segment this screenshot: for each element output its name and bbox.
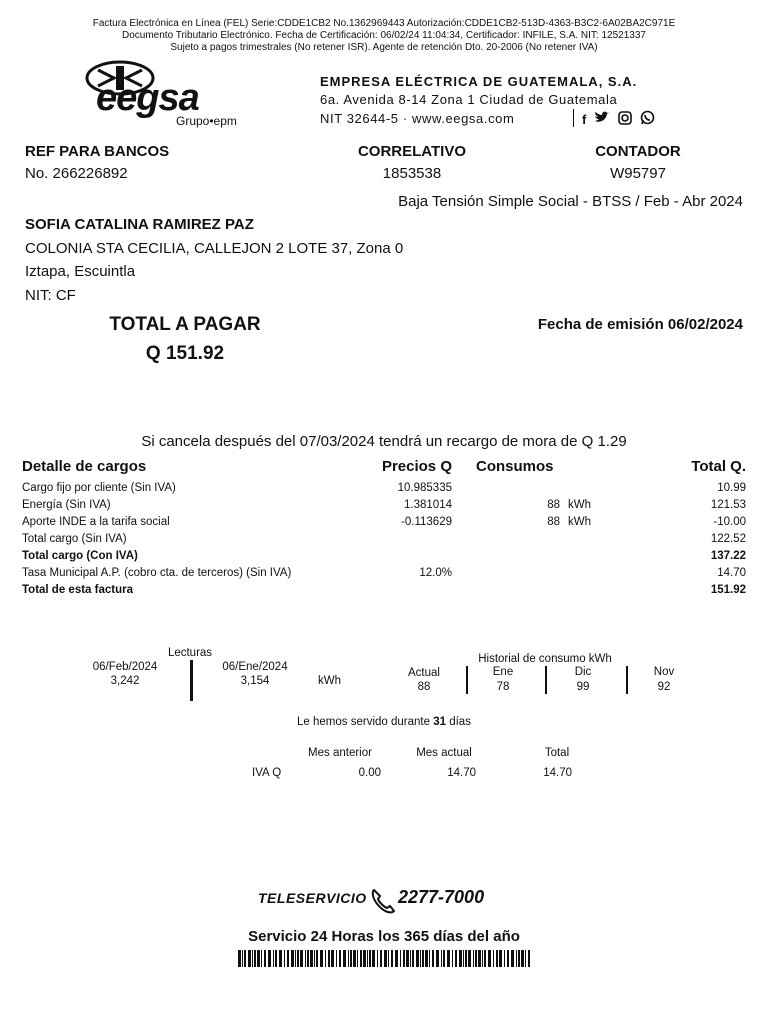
iva-header-total: Total: [544, 747, 570, 759]
twitter-icon[interactable]: [594, 111, 610, 127]
barcode-bar: [238, 950, 241, 967]
barcode-bar: [297, 950, 299, 967]
service-24-hours: Servicio 24 Horas los 365 días del año: [248, 928, 520, 945]
service-days: [0, 714, 768, 731]
fel-line-1: Factura Electrónica en Línea (FEL) Serie:CDDE1CB2 No.1362969443 Autorización:CDDE1CB2-513D-4363-B3C2-6A02BA2C971E: [92, 18, 676, 29]
emission-date: Fecha de emisión 06/02/2024: [537, 316, 743, 333]
charge-unit: kWh: [568, 516, 591, 528]
barcode-bar: [488, 950, 491, 967]
instagram-icon[interactable]: [618, 111, 632, 128]
correlativo-label: CORRELATIVO: [357, 143, 467, 160]
barcode-bar: [463, 950, 464, 967]
charge-price: 12.0%: [419, 567, 452, 579]
barcode-bar: [422, 950, 424, 967]
barcode-bar: [295, 950, 296, 967]
company-nit-web: NIT 32644-5 · www.eegsa.com: [320, 111, 515, 126]
barcode-bar: [420, 950, 421, 967]
history-label: Dic: [574, 666, 592, 678]
barcode-bar: [244, 950, 246, 967]
reading-previous-date: 06/Ene/2024: [222, 661, 288, 673]
iva-cur: 14.70: [447, 767, 476, 779]
tariff-period: Baja Tensión Simple Social - BTSS / Feb - Abr 2024: [398, 193, 743, 210]
svg-text:eegsa: eegsa: [96, 77, 199, 119]
barcode-bar: [452, 950, 453, 967]
charge-total: 122.52: [710, 533, 746, 545]
company-name: EMPRESA ELÉCTRICA DE GUATEMALA, S.A.: [320, 74, 638, 89]
charges-header-consumo: Consumos: [476, 458, 554, 475]
divider: [573, 109, 574, 127]
phone-icon: [369, 886, 399, 921]
grupo-epm-label: Grupo•epm: [176, 114, 237, 128]
customer-nit: NIT: CF: [25, 287, 76, 304]
barcode-bar: [388, 950, 389, 967]
barcode-bar: [307, 950, 309, 967]
history-value: 88: [417, 681, 431, 693]
barcode-bar: [395, 950, 398, 967]
contador-value: W95797: [610, 165, 666, 182]
barcode-bar: [436, 950, 439, 967]
late-fee-notice: Si cancela después del 07/03/2024 tendrá un recargo de mora de Q 1.29: [141, 433, 627, 450]
charge-total: -10.00: [713, 516, 746, 528]
charge-desc: Cargo fijo por cliente (Sin IVA): [22, 482, 176, 494]
barcode-bar: [320, 950, 323, 967]
barcode-bar: [447, 950, 450, 967]
barcode-bar: [273, 950, 274, 967]
history-divider: [545, 666, 547, 694]
barcode-bar: [518, 950, 520, 967]
barcode-bar: [328, 950, 330, 967]
barcode-bar: [493, 950, 494, 967]
charge-price: 1.381014: [404, 499, 452, 511]
barcode-bar: [406, 950, 409, 967]
barcode-bar: [416, 950, 419, 967]
barcode-bar: [465, 950, 467, 967]
barcode-bar: [496, 950, 498, 967]
reading-unit: kWh: [318, 675, 341, 687]
barcode-bar: [336, 950, 337, 967]
charge-total: 10.99: [717, 482, 746, 494]
charge-total: 14.70: [717, 567, 746, 579]
charge-unit: kWh: [568, 499, 591, 511]
readings-title: Lecturas: [167, 647, 213, 659]
service-days-prefix: Le hemos servido durante: [297, 716, 430, 728]
barcode-bar: [507, 950, 509, 967]
charge-price: -0.113629: [401, 516, 452, 528]
barcode-bar: [363, 950, 366, 967]
barcode-bar: [455, 950, 457, 967]
charge-total: 121.53: [710, 499, 746, 511]
charge-desc: Total cargo (Con IVA): [22, 550, 138, 562]
history-label: Ene: [492, 666, 514, 678]
teleservicio-phone[interactable]: 2277-7000: [398, 887, 485, 907]
customer-address-1: COLONIA STA CECILIA, CALLEJON 2 LOTE 37, Zona 0: [25, 240, 404, 257]
iva-prev: 0.00: [358, 767, 381, 779]
charges-header-total: Total Q.: [691, 458, 746, 475]
barcode-bar: [284, 950, 285, 967]
charges-header-price: Precios Q: [381, 458, 452, 475]
total-amount: Q 151.92: [145, 343, 225, 364]
history-value: 99: [576, 681, 590, 693]
iva-header-cur: Mes actual: [416, 747, 472, 759]
barcode-bar: [511, 950, 514, 967]
history-value: 78: [496, 681, 510, 693]
barcode-bar: [242, 950, 243, 967]
barcode-bar: [248, 950, 251, 967]
barcode-bar: [384, 950, 387, 967]
charge-desc: Tasa Municipal A.P. (cobro cta. de terceros) (Sin IVA): [22, 567, 292, 579]
barcode-bar: [331, 950, 334, 967]
barcode-bar: [343, 950, 346, 967]
barcode-bar: [484, 950, 486, 967]
barcode-bar: [432, 950, 434, 967]
barcode: [238, 950, 532, 967]
company-address: 6a. Avenida 8-14 Zona 1 Ciudad de Guatemala: [320, 92, 618, 107]
charge-price: 10.985335: [397, 482, 452, 494]
barcode-bar: [369, 950, 371, 967]
barcode-bar: [459, 950, 462, 967]
barcode-bar: [473, 950, 474, 967]
teleservicio-label: TELESERVICIO: [258, 890, 367, 906]
barcode-bar: [504, 950, 505, 967]
barcode-bar: [353, 950, 356, 967]
charges-header-detail: Detalle de cargos: [22, 458, 147, 475]
barcode-bar: [482, 950, 483, 967]
barcode-bar: [468, 950, 471, 967]
barcode-bar: [254, 950, 256, 967]
reading-current-date: 06/Feb/2024: [92, 661, 158, 673]
fel-line-3: Sujeto a pagos trimestrales (No retener ISR). Agente de retención Dto. 20-2006 (No retener IVA): [170, 42, 598, 53]
charge-desc: Total de esta factura: [22, 584, 133, 596]
history-label: Nov: [653, 666, 675, 678]
charge-qty: 88: [547, 516, 560, 528]
barcode-bar: [316, 950, 318, 967]
iva-total: 14.70: [543, 767, 572, 779]
charge-desc: Energía (Sin IVA): [22, 499, 111, 511]
ref-bancos-value: No. 266226892: [25, 165, 128, 182]
barcode-bar: [478, 950, 481, 967]
charge-total: 137.22: [710, 550, 746, 562]
barcode-bar: [310, 950, 313, 967]
barcode-bar: [380, 950, 382, 967]
barcode-bar: [252, 950, 253, 967]
barcode-bar: [287, 950, 289, 967]
barcode-bar: [443, 950, 445, 967]
correlativo-value: 1853538: [382, 165, 442, 182]
barcode-bar: [261, 950, 262, 967]
barcode-bar: [300, 950, 303, 967]
barcode-bar: [257, 950, 260, 967]
fel-line-2: Documento Tributario Electrónico. Fecha de Certificación: 06/02/24 11:04:34, Certificador: INFILE, S.A. NIT: 12521337: [122, 30, 646, 41]
history-divider: [466, 666, 468, 694]
charge-desc: Total cargo (Sin IVA): [22, 533, 127, 545]
customer-address-2: Iztapa, Escuintla: [25, 263, 136, 280]
total-label: TOTAL A PAGAR: [109, 314, 261, 335]
barcode-bar: [367, 950, 368, 967]
barcode-bar: [400, 950, 401, 967]
barcode-bar: [339, 950, 341, 967]
reading-current-value: 3,242: [110, 675, 140, 687]
history-divider: [626, 666, 628, 694]
history-value: 92: [657, 681, 671, 693]
charge-desc: Aporte INDE a la tarifa social: [22, 516, 170, 528]
iva-label: IVA Q: [252, 767, 282, 779]
charge-total: 151.92: [710, 584, 746, 596]
barcode-bar: [429, 950, 430, 967]
barcode-bar: [325, 950, 326, 967]
charge-qty: 88: [547, 499, 560, 511]
barcode-bar: [357, 950, 358, 967]
barcode-bar: [264, 950, 266, 967]
barcode-bar: [403, 950, 405, 967]
contador-label: CONTADOR: [595, 143, 681, 160]
barcode-bar: [425, 950, 428, 967]
barcode-bar: [441, 950, 442, 967]
barcode-bar: [410, 950, 411, 967]
history-label: Actual: [408, 667, 440, 679]
barcode-bar: [314, 950, 315, 967]
barcode-bar: [305, 950, 306, 967]
barcode-bar: [279, 950, 282, 967]
whatsapp-icon[interactable]: [640, 110, 655, 128]
facebook-icon[interactable]: f: [582, 111, 587, 127]
barcode-bar: [275, 950, 277, 967]
readings-divider: [190, 660, 193, 701]
service-days-suffix: días: [449, 716, 471, 728]
barcode-bar: [268, 950, 271, 967]
barcode-bar: [525, 950, 526, 967]
barcode-bar: [521, 950, 524, 967]
barcode-bar: [360, 950, 362, 967]
barcode-bar: [377, 950, 378, 967]
barcode-bar: [475, 950, 477, 967]
customer-name: SOFIA CATALINA RAMIREZ PAZ: [25, 216, 254, 233]
iva-header-prev: Mes anterior: [308, 747, 372, 759]
barcode-bar: [391, 950, 393, 967]
barcode-bar: [516, 950, 517, 967]
barcode-bar: [348, 950, 349, 967]
barcode-bar: [350, 950, 352, 967]
barcode-bar: [372, 950, 375, 967]
barcode-bar: [528, 950, 530, 967]
barcode-bar: [412, 950, 414, 967]
ref-bancos-label: REF PARA BANCOS: [25, 143, 170, 160]
service-days-count: 31: [433, 716, 446, 728]
barcode-bar: [499, 950, 502, 967]
barcode-bar: [291, 950, 294, 967]
reading-previous-value: 3,154: [240, 675, 270, 687]
history-title: Historial de consumo kWh: [478, 653, 612, 665]
